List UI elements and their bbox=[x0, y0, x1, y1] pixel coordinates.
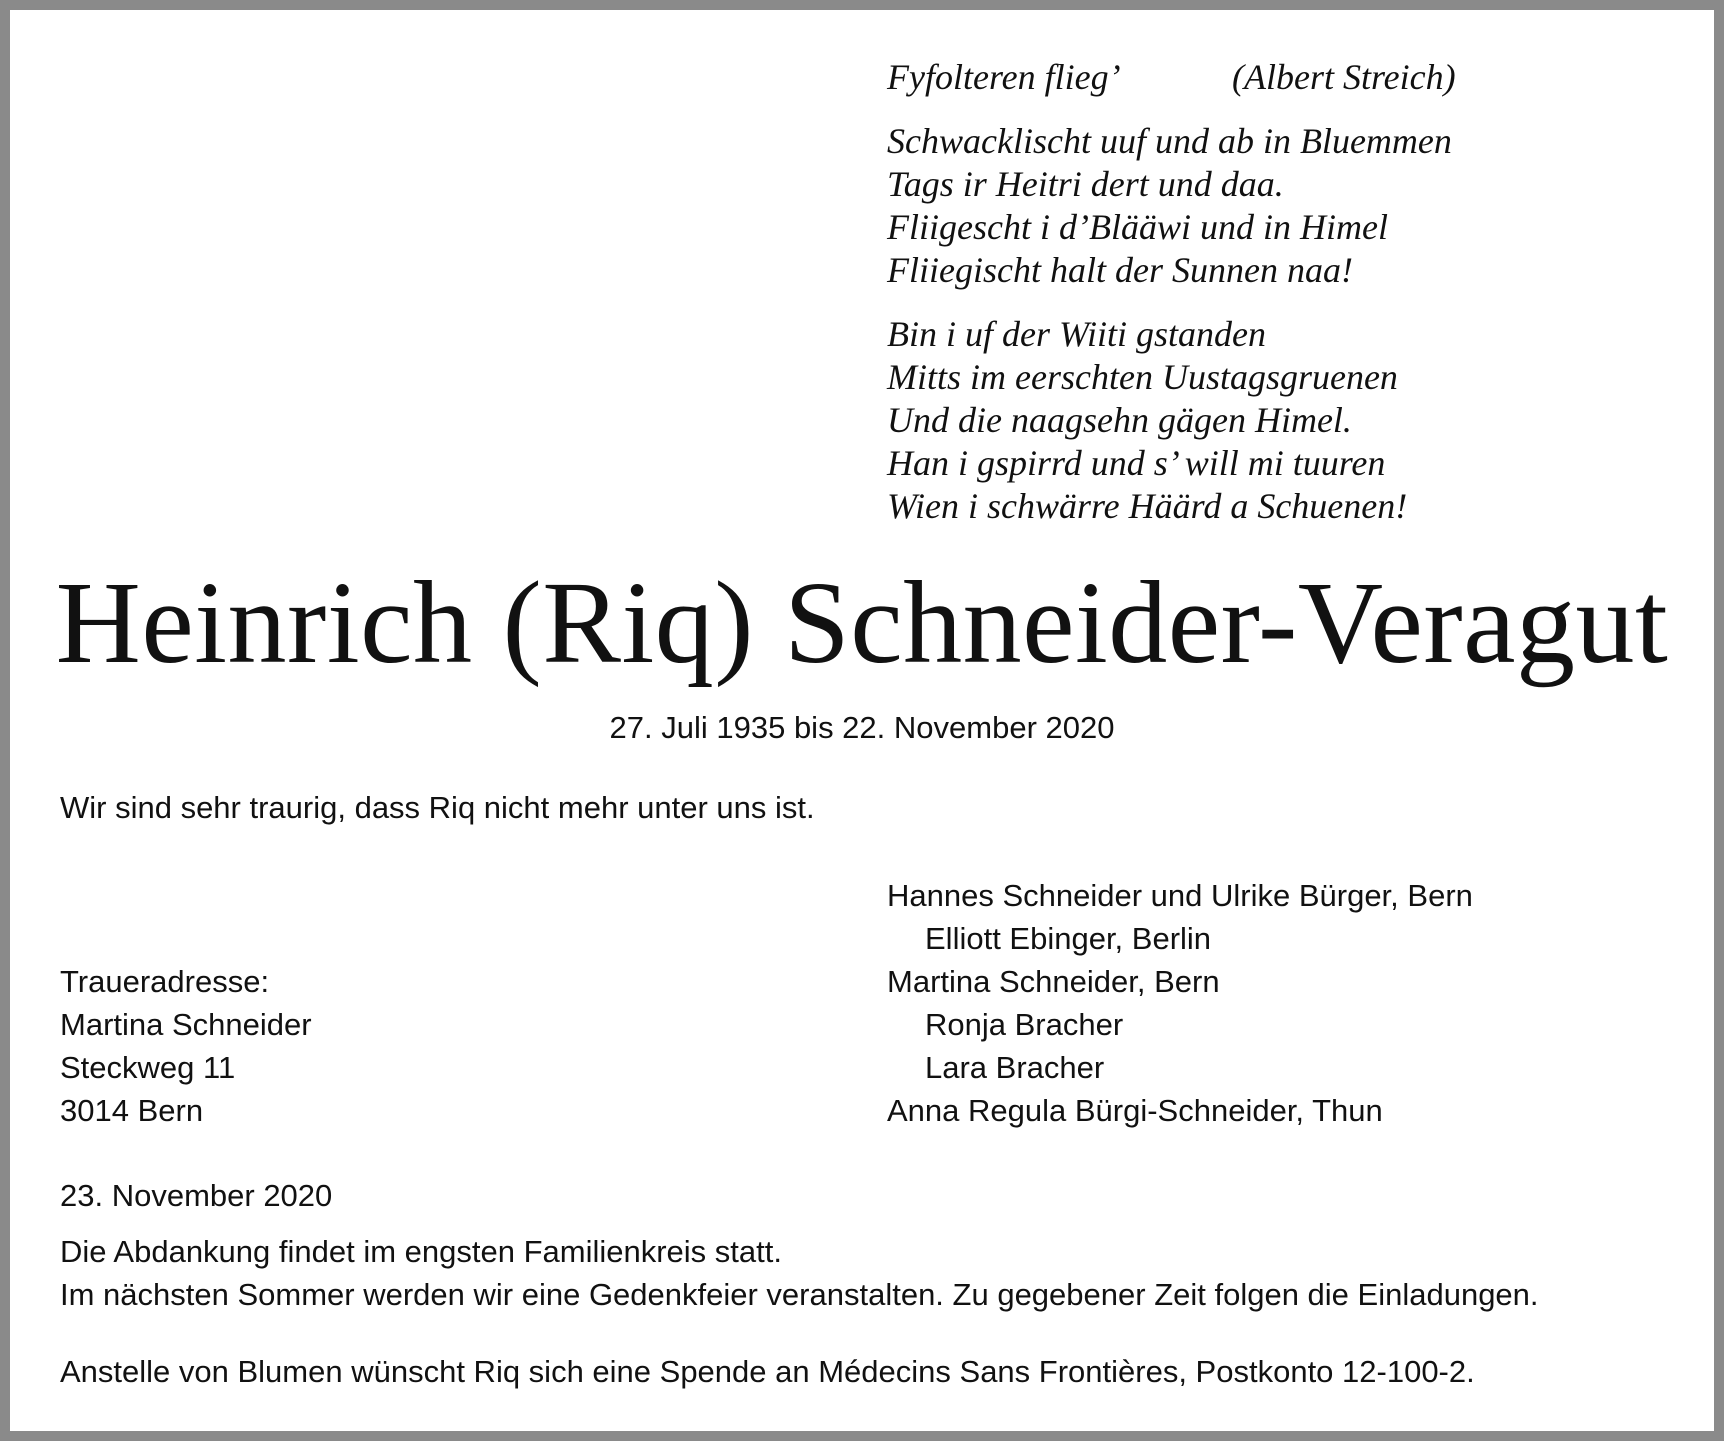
notice-line: Die Abdankung findet im engsten Familienkreis statt. bbox=[60, 1234, 782, 1269]
address-name: Martina Schneider bbox=[60, 1007, 312, 1042]
poem-stanza bbox=[887, 313, 1456, 528]
obituary-page bbox=[10, 10, 1714, 1431]
poem-line: Mitts im eerschten Uustagsgruenen bbox=[887, 357, 1398, 397]
notice-line: Im nächsten Sommer werden wir eine Gedenkfeier veranstalten. Zu gegebener Zeit folgen die Einladungen. bbox=[60, 1277, 1539, 1312]
family-member: Martina Schneider, Bern bbox=[887, 964, 1220, 999]
poem-line: Fliiegischt halt der Sunnen naa! bbox=[887, 250, 1353, 290]
mourning-address bbox=[60, 960, 312, 1132]
condolence-message: Wir sind sehr traurig, dass Riq nicht mehr unter uns ist. bbox=[60, 790, 815, 825]
poem-line: Bin i uf der Wiiti gstanden bbox=[887, 314, 1266, 354]
poem-title: Fyfolteren flieg’ bbox=[887, 57, 1121, 97]
family-member: Anna Regula Bürgi-Schneider, Thun bbox=[887, 1093, 1383, 1128]
poem-header bbox=[887, 56, 1456, 99]
family-member: Hannes Schneider und Ulrike Bürger, Bern bbox=[887, 878, 1473, 913]
poem-author: (Albert Streich) bbox=[1232, 57, 1456, 97]
poem-line: Han i gspirrd und s’ will mi tuuren bbox=[887, 443, 1386, 483]
family-member: Elliott Ebinger, Berlin bbox=[925, 921, 1212, 956]
address-street: Steckweg 11 bbox=[60, 1050, 236, 1085]
publication-date: 23. November 2020 bbox=[60, 1178, 333, 1213]
poem-line: Schwacklischt uuf und ab in Bluemmen bbox=[887, 121, 1452, 161]
donation-request: Anstelle von Blumen wünscht Riq sich eine Spende an Médecins Sans Frontières, Postkonto 12-100-2. bbox=[60, 1354, 1475, 1389]
address-city: 3014 Bern bbox=[60, 1093, 204, 1128]
poem-line: Fliigescht i d’Blääwi und in Himel bbox=[887, 207, 1388, 247]
family-member: Ronja Bracher bbox=[925, 1007, 1124, 1042]
poem-line: Wien i schwärre Häärd a Schuenen! bbox=[887, 486, 1408, 526]
poem-line: Und die naagsehn gägen Himel. bbox=[887, 400, 1352, 440]
address-label: Traueradresse: bbox=[60, 964, 270, 999]
family-member: Lara Bracher bbox=[925, 1050, 1105, 1085]
deceased-name: Heinrich (Riq) Schneider-Veragut bbox=[55, 557, 1669, 688]
poem-stanza bbox=[887, 120, 1456, 292]
life-dates: 27. Juli 1935 bis 22. November 2020 bbox=[609, 710, 1115, 745]
poem-line: Tags ir Heitri dert und daa. bbox=[887, 164, 1284, 204]
family-list bbox=[887, 874, 1473, 1132]
funeral-notice bbox=[60, 1230, 1539, 1316]
poem bbox=[887, 56, 1456, 528]
